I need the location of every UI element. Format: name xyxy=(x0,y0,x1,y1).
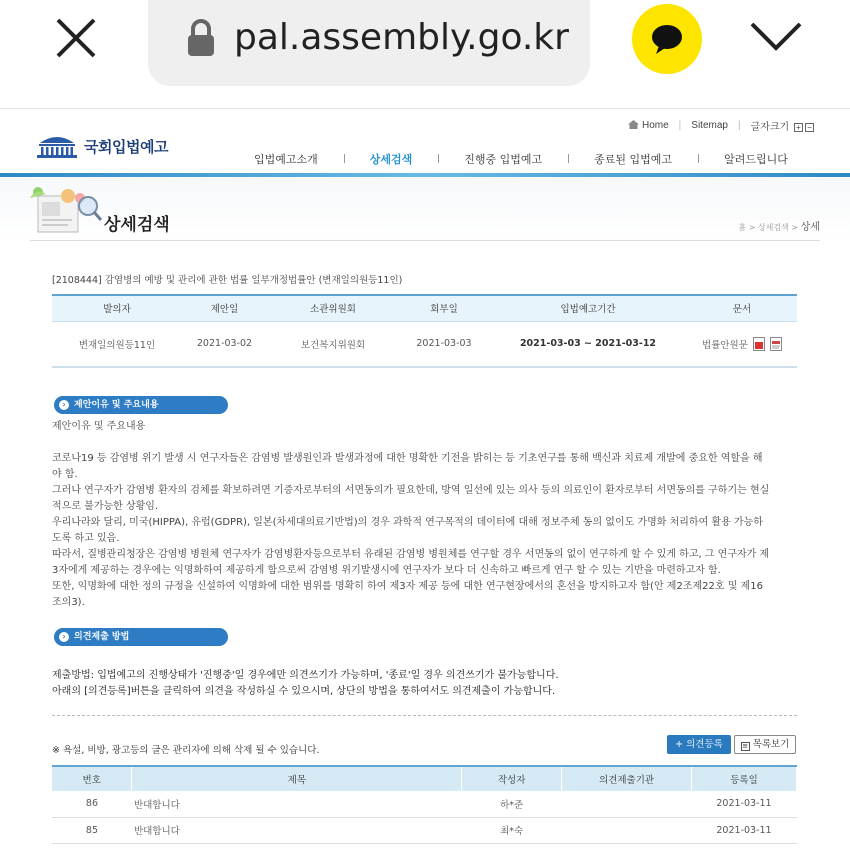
hwp-file-icon[interactable] xyxy=(753,337,765,351)
nav-item-ended[interactable]: 종료된 입법예고 xyxy=(568,151,698,167)
section-label-method xyxy=(54,628,228,646)
home-link[interactable] xyxy=(628,120,669,131)
utility-nav xyxy=(628,118,814,133)
list-view-label: 목록보기 xyxy=(752,739,790,750)
bill-info-table xyxy=(52,294,797,368)
nav-item-detail-search[interactable]: 상세검색 xyxy=(344,151,439,167)
row-org xyxy=(562,817,692,843)
divider xyxy=(30,240,820,241)
pdf-file-icon[interactable] xyxy=(770,337,782,351)
page-title: 상세검색 xyxy=(104,215,170,235)
row-title[interactable]: 반대합니다 xyxy=(132,791,462,817)
row-date: 2021-03-11 xyxy=(692,791,797,817)
row-author: 최*숙 xyxy=(462,817,562,843)
document-search-illustration xyxy=(28,184,102,238)
font-increase-button[interactable]: + xyxy=(794,123,803,132)
content-paragraph: 그러나 연구자가 감염병 환자의 검체를 확보하려면 기증자로부터의 서면동의가 필요한데, 방역 일선에 있는 의사 등의 의료인이 환자로부터 서면동의를 구하기는 현실적으로 불가능한 상황임. xyxy=(52,485,770,512)
breadcrumb xyxy=(738,218,820,233)
chat-bubble-icon xyxy=(632,4,702,74)
section-label-proposal xyxy=(54,396,228,414)
method-line: 아래의 [의견등록]버튼을 클릭하여 의견을 작성하실 수 있으시며, 상단의 방법을 통하여서도 의견제출이 가능합니다. xyxy=(52,686,556,697)
assembly-building-icon xyxy=(36,133,78,159)
header-proposal-date: 제안일 xyxy=(182,295,267,321)
header-date: 등록일 xyxy=(692,766,797,791)
row-date: 2021-03-11 xyxy=(692,817,797,843)
proposal-date: 2021-03-02 xyxy=(182,321,267,367)
home-icon xyxy=(628,120,639,129)
breadcrumb-current: 상세 xyxy=(800,222,820,233)
method-line: 제출방법: 입법예고의 진행상태가 '진행중'일 경우에만 의견쓰기가 가능하며, '종료'일 경우 의견쓰기가 불가능합니다. xyxy=(52,670,559,681)
row-title[interactable]: 반대합니다 xyxy=(132,817,462,843)
home-label: Home xyxy=(641,120,669,131)
close-icon[interactable] xyxy=(48,10,104,66)
header-number: 번호 xyxy=(52,766,132,791)
content-paragraph: 코로나19 등 감염병 위기 발생 시 연구자들은 감염병 발생원인과 발생과정에 대한 명확한 기전을 밝히는 등 기초연구를 통해 백신과 치료제 개발에 중요한 역할을 해야 함. xyxy=(52,453,763,480)
font-size-control xyxy=(751,118,814,133)
opinion-table xyxy=(52,765,797,844)
section-label-text: 제안이유 및 주요내용 xyxy=(74,400,159,410)
submission-method xyxy=(52,668,792,700)
proposal-content xyxy=(52,419,772,611)
row-org xyxy=(562,791,692,817)
nav-item-notice[interactable]: 알려드립니다 xyxy=(698,151,814,167)
divider xyxy=(0,108,850,109)
content-paragraph: 따라서, 질병관리청장은 감염병 병원체 연구자가 감염병환자등으로부터 유래된 감염병 병원체를 연구할 경우 서면동의 없이 연구하게 할 수 있게 하고, 그 연구자가 제3자에게 제공하는 경우에는 익명화하여 제공하게 함으로써 감염병 위기발생시에 연구자가 보다 더 신속하고 빠르게 연구 할 수 있는 기반을 마련하고자 함. xyxy=(52,549,770,576)
breadcrumb-path[interactable]: 홈 > 상세검색 > xyxy=(738,223,799,232)
header-proposer: 발의자 xyxy=(52,295,182,321)
header-org: 의견제출기관 xyxy=(562,766,692,791)
row-number: 86 xyxy=(52,791,132,817)
sitemap-link[interactable]: Sitemap xyxy=(691,120,728,131)
header-document: 문서 xyxy=(687,295,797,321)
row-author: 하*준 xyxy=(462,791,562,817)
header-title: 제목 xyxy=(132,766,462,791)
kakao-share-button[interactable] xyxy=(632,4,702,74)
content-paragraph: 또한, 익명화에 대한 정의 규정을 신설하여 익명화에 대한 범위를 명확히 하여 제3자 제공 등에 대한 연구현장에서의 혼선을 방지하고자 함(안 제2조제22호 및 제16조의3). xyxy=(52,581,763,608)
document-label: 법률안원문 xyxy=(702,339,748,351)
header-period: 입법예고기간 xyxy=(489,295,687,321)
nav-item-intro[interactable]: 입법예고소개 xyxy=(254,153,318,166)
list-view-button[interactable] xyxy=(734,735,796,754)
content-paragraph: 우리나라와 달리, 미국(HIPPA), 유럽(GDPR), 일본(차세대의료기반법)의 경우 과학적 연구목적의 데이터에 대해 정보주체 동의 없이도 가명화 처리하여 활용 가능하도록 하고 있음. xyxy=(52,517,763,544)
divider: | xyxy=(737,120,741,131)
list-icon: ≡ xyxy=(742,742,749,750)
arrow-right-icon: › xyxy=(59,400,69,410)
chevron-down-icon[interactable] xyxy=(748,16,804,56)
notice-period: 2021-03-03 ~ 2021-03-12 xyxy=(489,321,687,367)
register-opinion-button[interactable]: + 의견등록 xyxy=(667,735,731,754)
logo-text: 국회입법예고 xyxy=(84,137,168,156)
nav-item-ongoing[interactable]: 진행중 입법예고 xyxy=(438,151,568,167)
table-row[interactable] xyxy=(52,791,797,817)
url-text[interactable]: pal.assembly.go.kr xyxy=(234,17,569,58)
browser-bar xyxy=(0,0,850,108)
referral-date: 2021-03-03 xyxy=(399,321,489,367)
header-referral-date: 회부일 xyxy=(399,295,489,321)
divider xyxy=(52,715,797,716)
font-size-label: 글자크기 xyxy=(750,122,790,133)
committee: 보건복지위원회 xyxy=(267,321,399,367)
header-committee: 소관위원회 xyxy=(267,295,399,321)
content-heading: 제안이유 및 주요내용 xyxy=(52,421,146,432)
row-number: 85 xyxy=(52,817,132,843)
section-label-text: 의견제출 방법 xyxy=(74,632,130,642)
divider: | xyxy=(678,120,682,131)
proposer: 변재일의원등11인 xyxy=(52,321,182,367)
lock-icon xyxy=(186,18,216,58)
document-cell xyxy=(687,321,797,367)
font-decrease-button[interactable]: − xyxy=(805,123,814,132)
main-nav xyxy=(228,151,814,167)
header-author: 작성자 xyxy=(462,766,562,791)
site-logo[interactable] xyxy=(36,133,168,159)
bill-title: [2108444] 감염병의 예방 및 관리에 관한 법률 일부개정법률안 (변재일의원등11인) xyxy=(52,275,403,286)
arrow-right-icon: › xyxy=(59,632,69,642)
opinion-notice: ※ 욕설, 비방, 광고등의 글은 관리자에 의해 삭제 될 수 있습니다. xyxy=(52,745,320,756)
table-row[interactable] xyxy=(52,817,797,843)
